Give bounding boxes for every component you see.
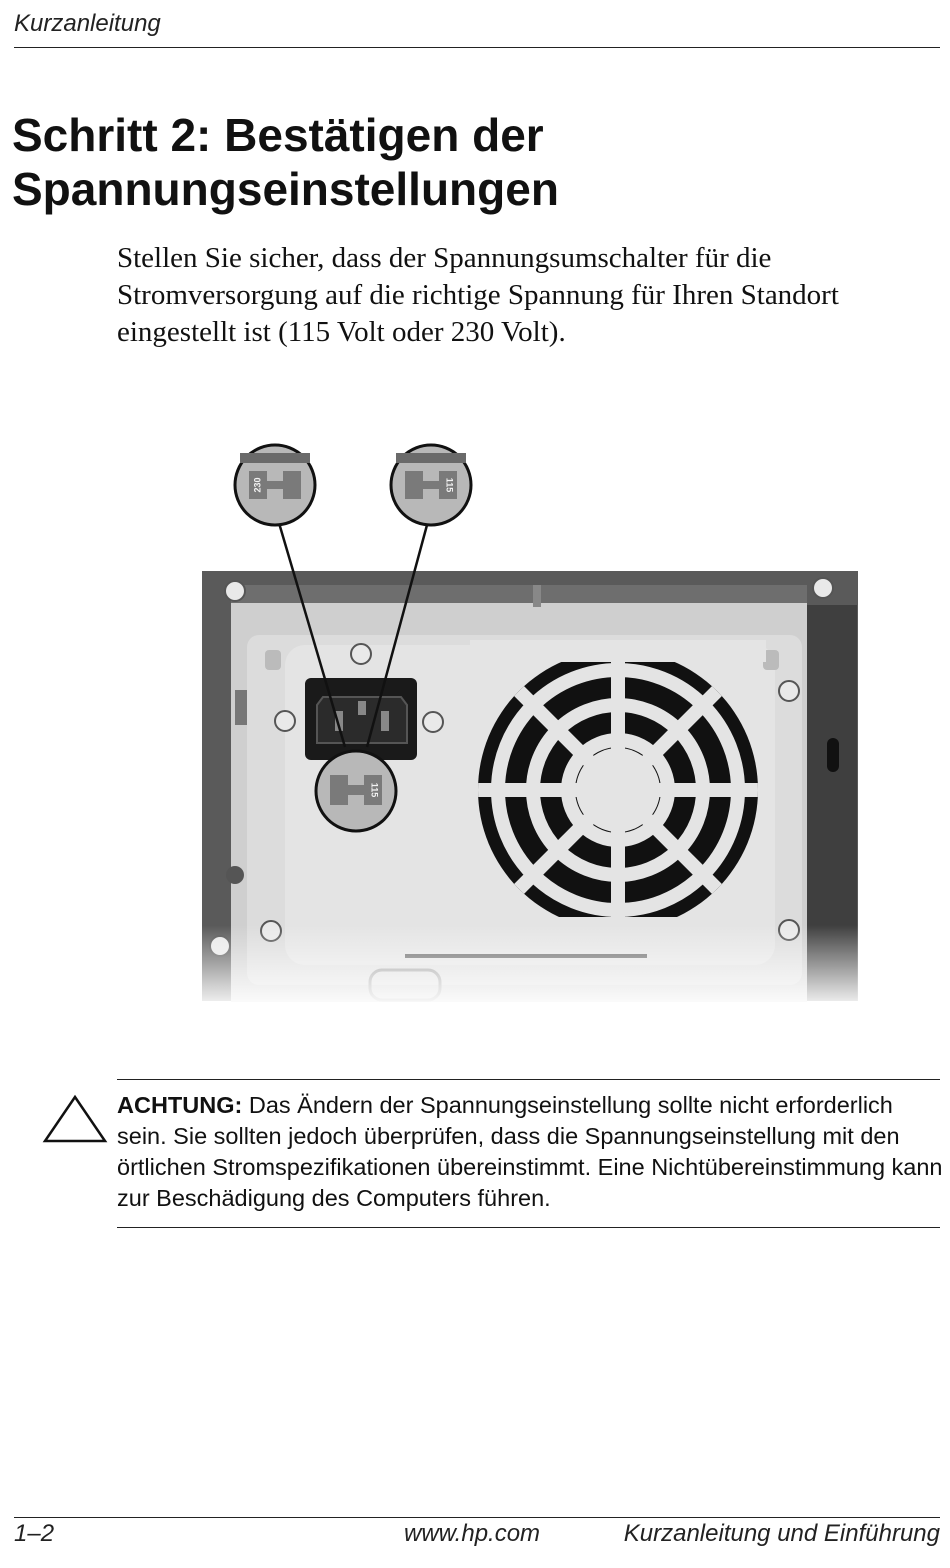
caution-note (117, 1090, 943, 1214)
caution-body: Das Ändern der Spannungseinstellung sollte nicht erforderlich sein. Sie sollten jedoch überprüfen, dass die Spannungseinstellung mit den örtlichen Stromspezifikationen übereinstimmt. Eine Nichtübereinstimmung kann zur Beschädigung des Computers führen. (117, 1092, 943, 1211)
screw (275, 711, 295, 731)
running-header: Kurzanleitung (14, 10, 161, 37)
caution-rule-bottom (117, 1227, 940, 1228)
page-number: 1–2 (14, 1520, 55, 1547)
switch-on-psu-callout (316, 751, 396, 831)
screw (779, 681, 799, 701)
screw (813, 578, 833, 598)
page-title-line-2: Spannungseinstellungen (12, 163, 559, 215)
power-inlet (305, 678, 417, 760)
instruction-paragraph: Stellen Sie sicher, dass der Spannungsumschalter für die Stromversorgung auf die richtige Spannung für Ihren Standort eingestellt ist (115 Volt oder 230 Volt). (117, 242, 839, 348)
footer-rule (14, 1517, 940, 1518)
caution-triangle-icon (42, 1094, 108, 1144)
footer-url[interactable]: www.hp.com (404, 1520, 541, 1547)
footer-title: Kurzanleitung und Einführung (623, 1520, 940, 1547)
side-slot (827, 738, 839, 772)
switch-115-callout (391, 445, 471, 525)
screw (351, 644, 371, 664)
switch-label-115-psu: 115 (369, 782, 380, 798)
switch-label-115: 115 (444, 477, 455, 493)
screw (423, 712, 443, 732)
caution-label: ACHTUNG: (117, 1092, 243, 1118)
page-title-line-1: Schritt 2: Bestätigen der (12, 109, 544, 161)
screw (225, 581, 245, 601)
header-rule (14, 47, 940, 48)
page-title (12, 108, 912, 216)
power-supply-figure (195, 435, 865, 1010)
switch-label-230: 230 (252, 477, 263, 493)
power-supply-illustration (195, 435, 865, 1010)
caution-rule-top (117, 1079, 940, 1080)
switch-230-callout (235, 445, 315, 525)
